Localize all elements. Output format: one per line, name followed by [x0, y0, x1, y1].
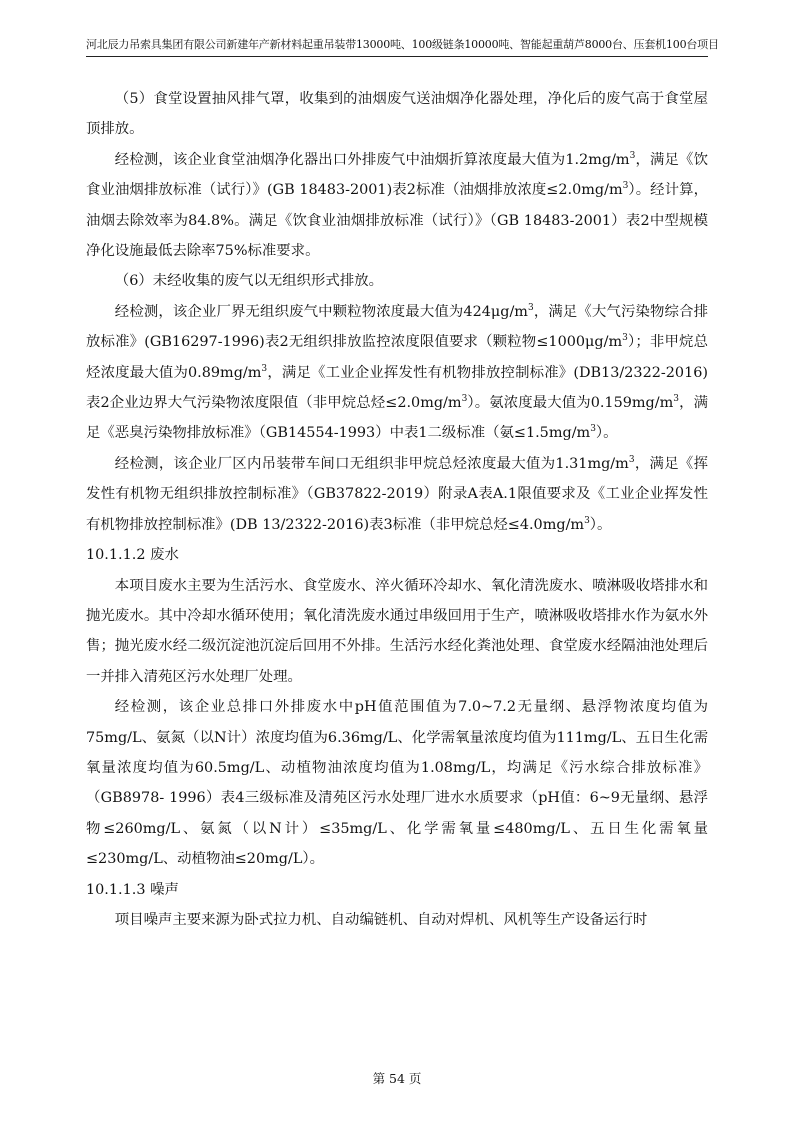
- superscript: 3: [622, 181, 629, 192]
- page-header: [86, 36, 719, 57]
- body-paragraph: [86, 266, 708, 296]
- section-heading: [86, 540, 708, 570]
- body-paragraph: [86, 905, 708, 935]
- superscript: 3: [673, 394, 679, 405]
- body-paragraph: [86, 449, 708, 540]
- superscript: 3: [584, 515, 590, 526]
- superscript: 3: [629, 151, 636, 162]
- page-number: 第 54 页: [372, 1071, 422, 1086]
- body-paragraph: [86, 145, 708, 267]
- text-run: ，满足《挥发性有机物无组织排放控制标准》（GB37822-2019）附录A表A.1限值要求及《工业企业挥发性有机物排放控制标准》(DB 13/2322-2016)表3标准（非甲烷总烃≤4.0mg/m: [86, 455, 708, 533]
- header-title: 河北辰力吊索具集团有限公司新建年产新材料起重吊装带13000吨、100级链条10000吨、智能起重葫芦8000台、压套机100台项目: [86, 38, 719, 51]
- document-body: [86, 84, 708, 935]
- superscript: 3: [622, 333, 628, 344]
- text-run: 10.1.1.3 噪声: [86, 881, 179, 898]
- text-run: 本项目废水主要为生活污水、食堂废水、淬火循环冷却水、氧化清洗废水、喷淋吸收塔排水和抛光废水。其中冷却水循环使用；氧化清洗废水通过串级回用于生产，喷淋吸收塔排水作为氨水外售；抛光废水经二级沉淀池沉淀后回用不外排。生活污水经化粪池处理、食堂废水经隔油池处理后一并排入清苑区污水处理厂处理。: [86, 577, 708, 685]
- text-run: ，满足《大气污染物综合排放标准》(GB16297-1996)表2无组织排放监控浓度限值要求（颗粒物≤1000μg/m: [86, 303, 708, 351]
- text-run: ，满足《饮食业油烟排放标准（试行）》(GB 18483-2001)表2标准（油烟排放浓度≤2.0mg/m: [86, 151, 708, 199]
- text-run: ，满足《工业企业挥发性有机物排放控制标准》(DB13/2322-2016)表2企业边界大气污染物浓度限值（非甲烷总烃≤2.0mg/m: [86, 364, 708, 412]
- text-run: ）。经计算，油烟去除效率为84.8%。满足《饮食业油烟排放标准（试行）》（GB 18483-2001）表2中型规模净化设施最低去除率75%标准要求。: [86, 182, 708, 260]
- text-run: 经检测，该企业厂区内吊装带车间口无组织非甲烷总烃浓度最大值为1.31mg/m: [114, 455, 629, 472]
- page-footer: [0, 1069, 794, 1087]
- body-paragraph: [86, 571, 708, 693]
- text-run: ）。: [595, 425, 618, 442]
- superscript: 3: [261, 363, 268, 374]
- text-run: ）；非甲烷总烃浓度最大值为0.89mg/m: [86, 334, 708, 381]
- superscript: 3: [590, 424, 596, 435]
- text-run: ）。: [589, 516, 612, 533]
- section-heading: [86, 875, 708, 905]
- text-run: 项目噪声主要来源为卧式拉力机、自动编链机、自动对焊机、风机等生产设备运行时: [114, 911, 648, 928]
- text-run: 10.1.1.2 废水: [86, 547, 179, 564]
- text-run: 经检测，该企业食堂油烟净化器出口外排废气中油烟折算浓度最大值为1.2mg/m: [114, 151, 630, 168]
- text-run: （6）未经收集的废气以无组织形式排放。: [114, 273, 383, 290]
- text-run: （5）食堂设置抽风排气罩，收集到的油烟废气送油烟净化器处理，净化后的废气高于食堂屋顶排放。: [86, 91, 708, 138]
- text-run: ）。氨浓度最大值为0.159mg/m: [467, 395, 674, 412]
- text-run: 经检测，该企业厂界无组织废气中颗粒物浓度最大值为424μg/m: [114, 303, 528, 320]
- body-paragraph: [86, 692, 708, 874]
- body-paragraph: [86, 84, 708, 145]
- superscript: 3: [527, 303, 534, 314]
- body-paragraph: [86, 297, 708, 449]
- text-run: 经检测，该企业总排口外排废水中pH值范围值为7.0~7.2无量纲、悬浮物浓度均值为75mg/L、氨氮（以N计）浓度均值为6.36mg/L、化学需氧量浓度均值为111mg/L、五日生化需氧量浓度均值为60.5mg/L、动植物油浓度均值为1.08mg/L，均满足《污水综合排放标准》（GB8978- 1996）表4三级标准及清苑区污水处理厂进水水质要求（pH值：6~9无量纲、悬浮物≤260mg/L、氨氮（以N计）≤35mg/L、化学需氧量≤480mg/L、五日生化需氧量≤230mg/L、动植物油≤20mg/L）。: [86, 699, 708, 868]
- text-run: ，满足《恶臭污染物排放标准》（GB14554-1993）中表1二级标准（氨≤1.5mg/m: [86, 395, 708, 442]
- superscript: 3: [628, 455, 635, 466]
- superscript: 3: [461, 394, 468, 405]
